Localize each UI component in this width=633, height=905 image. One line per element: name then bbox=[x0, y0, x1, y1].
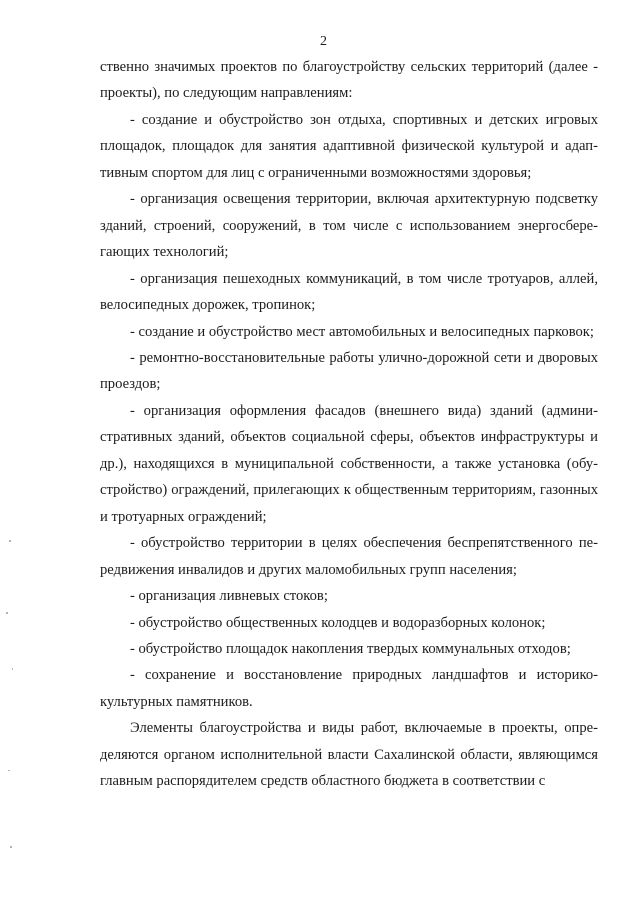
paragraph: - обустройство площадок накопления твердых коммунальных отходов; bbox=[130, 640, 571, 657]
paragraph: - организация пешеходных коммуникаций, в том числе тротуаров, аллей, велосипедных дорожек, тропинок; bbox=[100, 270, 598, 314]
paragraph: - ремонтно-восстановительные работы улично-дорожной сети и дворовых проездов; bbox=[100, 349, 598, 393]
scan-speck bbox=[12, 668, 13, 670]
paragraph: - создание и обустройство мест автомобильных и велосипедных парковок; bbox=[130, 323, 594, 340]
paragraph: - обустройство территории в целях обеспечения беспрепятственного передвижения инвалидов и других маломобильных групп населения; bbox=[100, 535, 598, 578]
page-number: 2 bbox=[320, 34, 327, 49]
paragraph: - организация оформления фасадов (внешнего вида) зданий (административных зданий, объектов социальной сферы, объектов инфраструктуры и др.), находящихся в муниципальной собственности, а также установка (обустройство) ограждений, прилегающих к общественным территориям, газонных и тротуарных ограждений; bbox=[100, 402, 598, 525]
scan-speck bbox=[9, 540, 11, 542]
paragraph: - обустройство общественных колодцев и водоразборных колонок; bbox=[130, 614, 546, 631]
paragraph: - сохранение и восстановление природных ландшафтов и историко-культурных памятников. bbox=[100, 667, 598, 710]
paragraph: ственно значимых проектов по благоустройству сельских территорий (далее - проекты), по следующим направлениям: bbox=[100, 59, 598, 102]
paragraph: - создание и обустройство зон отдыха, спортивных и детских игровых площадок, площадок для занятия адаптивной физической культурой и адаптивным спортом для лиц с ограниченными возможностями здоровья; bbox=[100, 111, 598, 181]
paragraph: Элементы благоустройства и виды работ, включаемые в проекты, определяются органом исполнительной власти Сахалинской области, являющимся главным распорядителем средств областного бюджета в соответствии с bbox=[100, 720, 598, 790]
paragraph: - организация ливневых стоков; bbox=[130, 588, 328, 605]
scan-speck bbox=[10, 846, 12, 848]
scan-speck bbox=[8, 770, 10, 771]
document-body bbox=[100, 54, 598, 795]
scan-speck bbox=[6, 612, 8, 614]
paragraph: - организация освещения территории, включая архитектурную подсветку зданий, строений, сооружений, в том числе с использованием энергосберегающих технологий; bbox=[100, 191, 598, 261]
